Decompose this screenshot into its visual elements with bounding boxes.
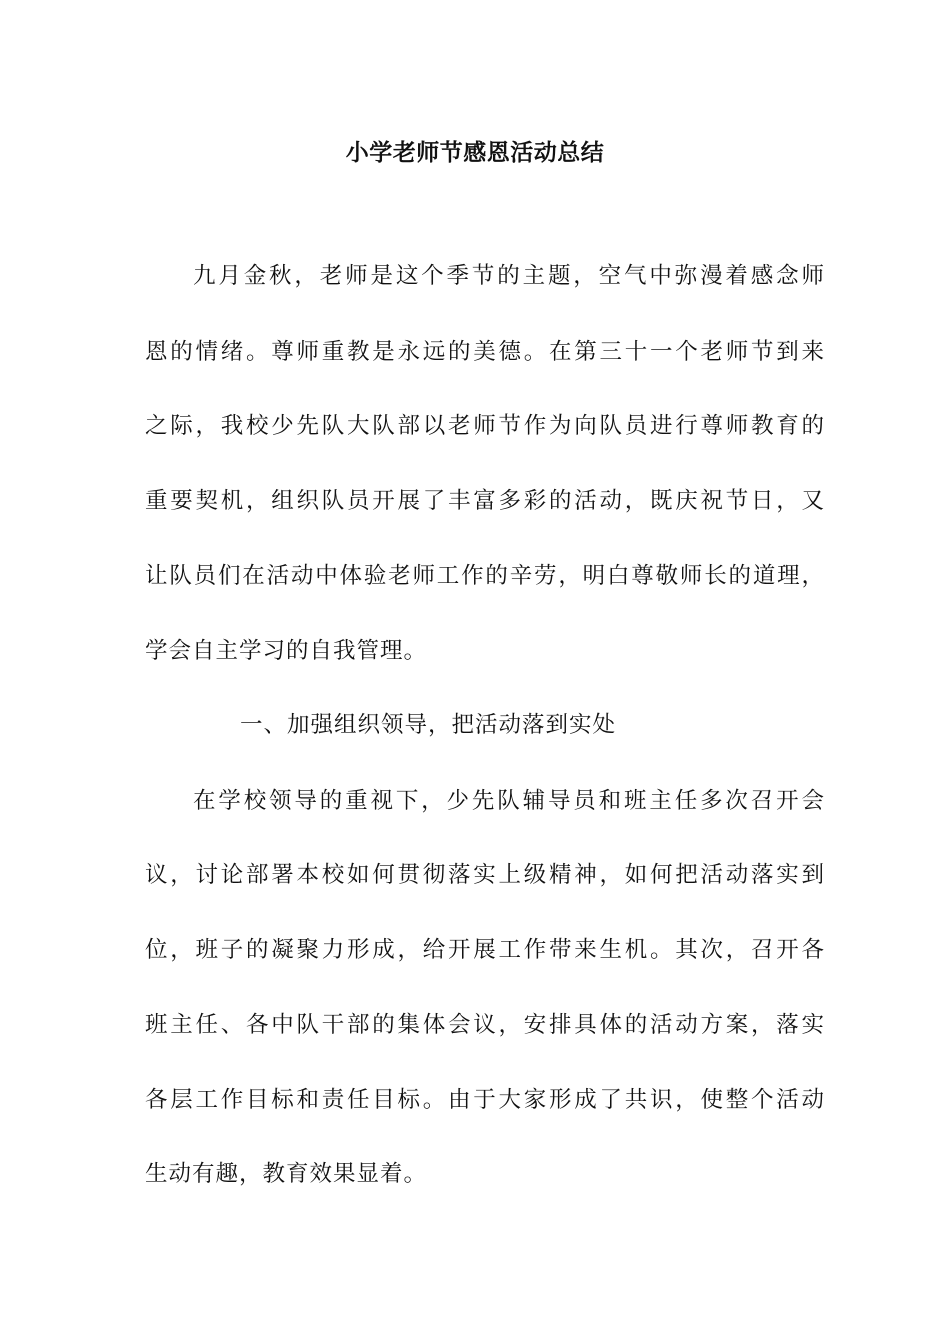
paragraph-2-line-1: 在学校领导的重视下，少先队辅导员和班主任多次召开会 bbox=[193, 788, 825, 814]
paragraph-2-line-5: 各层工作目标和责任目标。由于大家形成了共识，使整个活动 bbox=[145, 1087, 825, 1113]
paragraph-2-line-2: 议，讨论部署本校如何贯彻落实上级精神，如何把活动落实到 bbox=[145, 862, 825, 888]
paragraph-1-line-5: 让队员们在活动中体验老师工作的辛劳，明白尊敬师长的道理， bbox=[145, 563, 825, 589]
paragraph-1-line-1: 九月金秋，老师是这个季节的主题，空气中弥漫着感念师 bbox=[193, 263, 825, 289]
paragraph-1-line-4: 重要契机，组织队员开展了丰富多彩的活动，既庆祝节日，又 bbox=[145, 488, 825, 514]
paragraph-1-line-3: 之际，我校少先队大队部以老师节作为向队员进行尊师教育的 bbox=[145, 413, 825, 439]
paragraph-2-line-4: 班主任、各中队干部的集体会议，安排具体的活动方案，落实 bbox=[145, 1012, 825, 1038]
paragraph-1-line-6: 学会自主学习的自我管理。 bbox=[145, 638, 428, 664]
paragraph-2-line-6: 生动有趣，教育效果显着。 bbox=[145, 1161, 428, 1187]
document-title: 小学老师节感恩活动总结 bbox=[345, 139, 605, 166]
paragraph-1-line-2: 恩的情绪。尊师重教是永远的美德。在第三十一个老师节到来 bbox=[145, 339, 825, 365]
paragraph-2-line-3: 位，班子的凝聚力形成，给开展工作带来生机。其次，召开各 bbox=[145, 937, 825, 963]
section-heading-1: 一、加强组织领导，把活动落到实处 bbox=[240, 712, 617, 738]
